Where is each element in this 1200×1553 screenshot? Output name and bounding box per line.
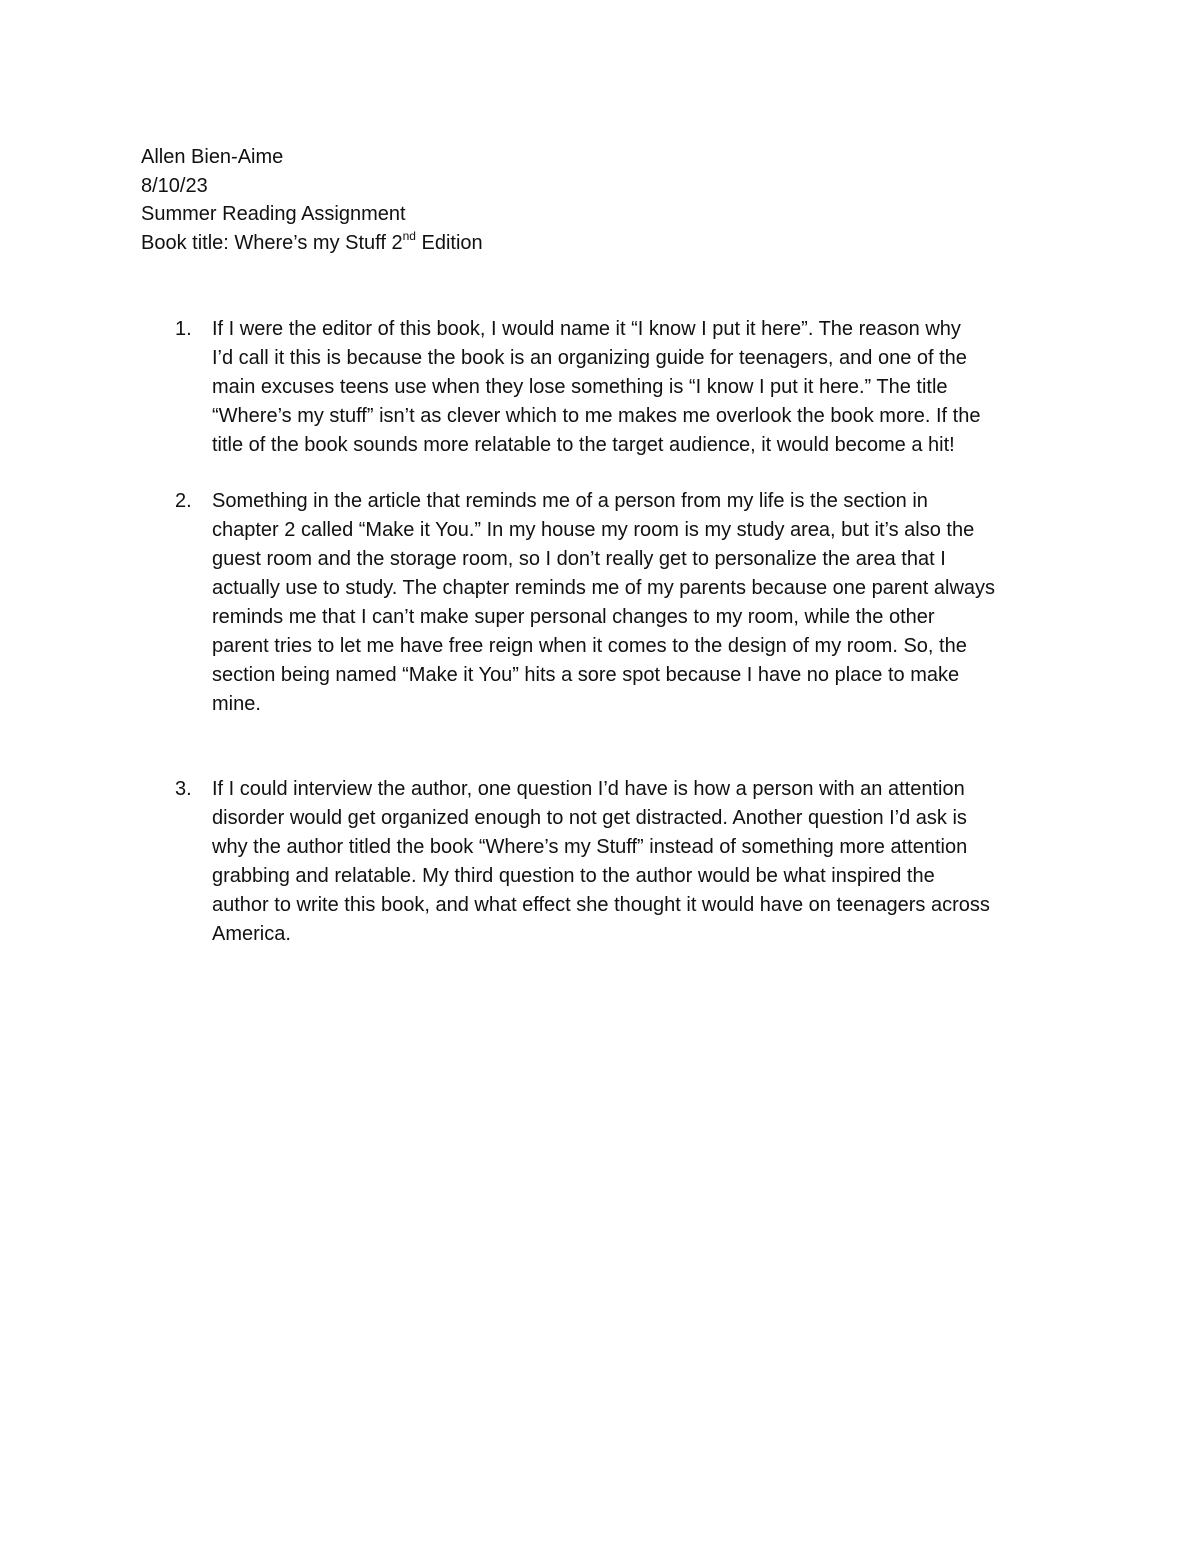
document-header xyxy=(141,143,483,257)
assignment-title: Summer Reading Assignment xyxy=(141,203,406,226)
book-title-suffix: Edition xyxy=(415,231,483,254)
answer-number: 3. xyxy=(175,778,192,800)
answer-line: actually use to study. The chapter reminds me of my parents because one parent always xyxy=(212,577,996,599)
answer-line: why the author titled the book “Where’s my Stuff” instead of something more attention xyxy=(212,836,968,858)
book-title-ordinal: nd xyxy=(402,229,416,244)
answer-line: guest room and the storage room, so I don’t really get to personalize the area that I xyxy=(212,548,946,570)
answer-line: title of the book sounds more relatable to the target audience, it would become a hit! xyxy=(212,434,955,456)
author-name: Allen Bien-Aime xyxy=(141,146,284,168)
answer-line: disorder would get organized enough to not get distracted. Another question I’d ask is xyxy=(212,807,967,829)
document-date: 8/10/23 xyxy=(141,174,208,197)
book-title-line xyxy=(141,229,483,258)
answer-line: main excuses teens use when they lose something is “I know I put it here.” The title xyxy=(212,376,948,398)
answer-line: section being named “Make it You” hits a sore spot because I have no place to make xyxy=(212,664,960,686)
answer-line: Something in the article that reminds me of a person from my life is the section in xyxy=(212,490,928,512)
answer-line: author to write this book, and what effect she thought it would have on teenagers across xyxy=(212,894,990,916)
answer-line: America. xyxy=(212,923,291,945)
answer-line: parent tries to let me have free reign when it comes to the design of my room. So, the xyxy=(212,635,967,657)
answer-line: If I were the editor of this book, I would name it “I know I put it here”. The reason why xyxy=(212,318,961,340)
answer-line: reminds me that I can’t make super personal changes to my room, while the other xyxy=(212,606,935,628)
answer-line: If I could interview the author, one question I’d have is how a person with an attention xyxy=(212,778,965,800)
answer-number: 1. xyxy=(175,318,192,340)
answer-line: chapter 2 called “Make it You.” In my house my room is my study area, but it’s also the xyxy=(212,519,975,541)
answer-paragraph xyxy=(212,775,1072,949)
book-title-prefix: Book title: Where’s my Stuff 2 xyxy=(141,231,403,254)
answer-paragraph xyxy=(212,487,1072,719)
answer-number: 2. xyxy=(175,490,192,512)
answer-line: mine. xyxy=(212,693,261,715)
answer-paragraph xyxy=(212,315,1072,460)
answer-line: I’d call it this is because the book is an organizing guide for teenagers, and one of the xyxy=(212,347,967,369)
answer-line: grabbing and relatable. My third question to the author would be what inspired the xyxy=(212,865,935,887)
answer-line: “Where’s my stuff” isn’t as clever which to me makes me overlook the book more. If the xyxy=(212,405,981,427)
